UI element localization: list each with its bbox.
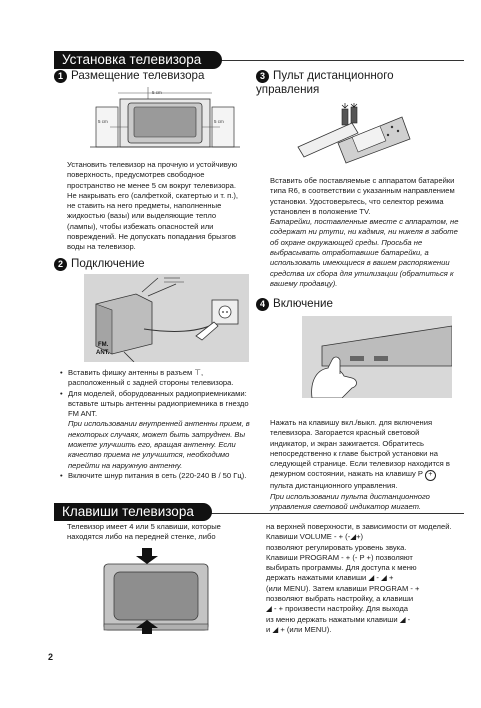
heading-connection: 2 Подключение [54,257,145,271]
section-title-keys: Клавиши телевизора [54,503,212,521]
section-title-setup: Установка телевизора [54,51,222,69]
keys-diagram [90,548,220,636]
keys-text-left: Телевизор имеет 4 или 5 клавиши, которые находятся либо на передней стенке, либо [67,522,221,542]
volume-icon: ◢ [399,614,406,624]
diagram-label-ant: ANT. [96,350,110,356]
connection-text [60,368,250,481]
number-badge: 3 [256,70,269,83]
volume-icon: ◢ [272,624,279,634]
antenna-socket-icon: ⊤ [194,368,201,377]
diagram-label-left: 5 cm [98,119,108,124]
power-text: Нажать на клавишу вкл./выкл. для включения телевизора. Загорается красный световой индикатор, и экран зажигается. Обратитесь непосредственно к главе быстрой установки на следующей странице. Если телевизор находится в дежурном состоянии, нажать на клавишу P + пульта дистанционного управления. При использовании пульта дистанционного управления световой индикатор мигает. [270,418,450,512]
heading-remote: 3 Пульт дистанционного управления [256,69,394,96]
remote-diagram [294,103,414,165]
p-plus-icon: + [425,470,436,481]
diagram-label-right: 5 cm [214,119,224,124]
number-badge: 1 [54,70,67,83]
connection-diagram [84,274,249,362]
diagram-label-fm: FM. [98,342,109,348]
volume-icon: ◢ [266,604,272,614]
remote-text: Вставить обе поставляемые с аппаратом батарейки типа R6, в соответствии с указанным направлением установки. Удостоверьтесь, что селектор режима установлен в положение TV. Батарейки, поставленные вместе с аппаратом, не содержат ни ртути, ни кадмия, ни никеля в заботе об охране окружающей среды. Просьба не выбрасывать отработавшие батарейки, а использовать имеющиеся в вашем распоряжении средства их сбора для утилизации (обратиться к вашему продавцу). [270,176,459,288]
placement-text: Установить телевизор на прочную и устойчивую поверхность, предусмотрев свободное пространство не менее 5 см вокруг телевизора. Не накрывать его (салфеткой, скатертью и т. п.), не ставить на него предметы, наполненные жидкостью (вазы) или выделяющие тепло (лампы), чтобы избежать опасностей или повреждений. Не допускать попадания брызгов воды на телевизор. [67,160,239,252]
number-badge: 4 [256,298,269,311]
power-diagram [302,316,452,398]
keys-text-right: на верхней поверхности, в зависимости от моделей. Клавиши VOLUME - + (-◢+) позволяют регулировать уровень звука. Клавиши PROGRAM - + (- P +) позволяют выбирать программы. Для доступа к меню держать нажатыми клавиши ◢ - ◢ + (или MENU). Затем клавиши PROGRAM - + позволяют выбрать настройку, а клавиши ◢ - + произвести настройку. Для выхода из меню держать нажатыми клавиши ◢ - и ◢ + (или MENU). [266,522,452,634]
list-item: • Включите шнур питания в сеть (220-240 В / 50 Гц). [60,471,250,481]
heading-placement: 1 Размещение телевизора [54,69,204,83]
volume-icon: ◢ [368,573,375,583]
heading-power: 4 Включение [256,297,333,311]
placement-diagram [90,85,240,155]
diagram-label-top: 5 cm [152,90,162,95]
list-item: • Вставить фишку антенны в разъем ⊤, расположенный с задней стороны телевизора. [60,368,250,389]
list-item: • Для моделей, оборудованных радиоприемниками: вставьте штырь антенны радиоприемника в гнездо FM ANT. При использовании внутренней антенны прием, в некоторых случаях, может быть затруднен. Вы можете улучшить его, вращая антенну. Если качество приема не улучшится, необходимо перейти на наружную антенну. [60,389,250,471]
volume-icon: ◢ [381,573,387,583]
number-badge: 2 [54,258,67,271]
page-number: 2 [48,652,54,662]
volume-icon: ◢ [350,532,357,542]
